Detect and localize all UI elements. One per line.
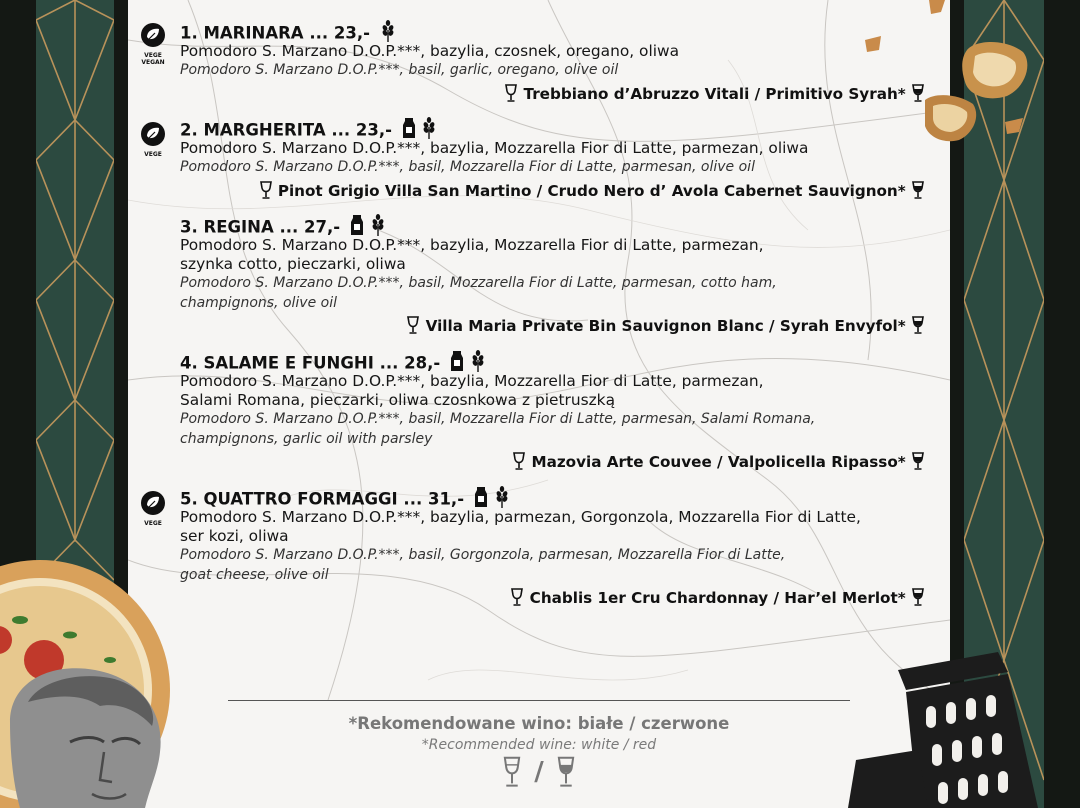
milk-icon <box>350 214 364 236</box>
item-title: 2. MARGHERITA ... 23,- <box>180 120 392 140</box>
wheat-icon <box>470 350 486 372</box>
item-description-pl: Salami Romana, pieczarki, oliwa czosnkowa z pietruszką <box>180 391 616 409</box>
wine-glass-icon <box>911 452 925 470</box>
item-description-en: goat cheese, olive oil <box>180 566 329 583</box>
statue-illustration <box>0 662 175 808</box>
wine-legend <box>128 756 950 788</box>
item-description-en: Pomodoro S. Marzano D.O.P.***, basil, garlic, oregano, olive oil <box>180 62 619 78</box>
wine-glass-icon <box>911 588 925 606</box>
item-title: 5. QUATTRO FORMAGGI ... 31,- <box>180 489 465 509</box>
menu-item <box>180 20 925 105</box>
badge-label: VEGE <box>144 52 162 59</box>
item-title-row <box>180 486 925 508</box>
milk-icon <box>402 117 416 139</box>
menu-item <box>180 214 925 337</box>
item-description-pl: ser kozi, oliwa <box>180 527 289 545</box>
leaf-icon <box>140 490 166 516</box>
wine-glass-icon <box>510 588 524 606</box>
wine-glass-icon <box>911 316 925 334</box>
wine-recommendation <box>180 83 925 105</box>
menu-page <box>128 0 950 808</box>
legend-separator: / <box>534 757 544 787</box>
wine-recommendation <box>180 180 925 202</box>
wine-glass-icon <box>504 84 518 102</box>
item-description-pl: Pomodoro S. Marzano D.O.P.***, bazylia, Mozzarella Fior di Latte, parmezan, <box>180 372 764 390</box>
item-description-en: Pomodoro S. Marzano D.O.P.***, basil, Gorgonzola, parmesan, Mozzarella Fior di Latte, <box>180 547 786 563</box>
wine-recommendation <box>180 587 925 609</box>
menu-item <box>180 350 925 473</box>
item-description-en: Pomodoro S. Marzano D.O.P.***, basil, Mozzarella Fior di Latte, parmesan, cotto ham, <box>180 275 777 291</box>
wine-text: Trebbiano d’Abruzzo Vitali / Primitivo Syrah* <box>523 84 906 103</box>
wheat-icon <box>421 117 437 139</box>
bread-crumbs-illustration <box>855 0 1035 150</box>
vegan-badge <box>138 22 168 66</box>
wine-glass-icon <box>406 316 420 334</box>
recommended-wine-note-en: *Recommended wine: white / red <box>421 737 657 753</box>
vege-badge <box>138 121 168 158</box>
footer-divider <box>228 700 850 701</box>
wine-recommendation <box>180 451 925 473</box>
item-description-en: champignons, garlic oil with parsley <box>180 430 433 447</box>
item-title-row <box>180 350 925 372</box>
wine-text: Chablis 1er Cru Chardonnay / Har’el Merlot* <box>529 589 906 607</box>
wine-glass-icon <box>259 181 273 199</box>
item-description-pl: Pomodoro S. Marzano D.O.P.***, bazylia, czosnek, oregano, oliwa <box>180 42 680 60</box>
tower-illustration <box>848 640 1053 808</box>
menu-item <box>180 117 925 202</box>
milk-icon <box>474 486 488 508</box>
item-description-en: Pomodoro S. Marzano D.O.P.***, basil, Mozzarella Fior di Latte, parmesan, olive oil <box>180 159 755 175</box>
item-description-en: Pomodoro S. Marzano D.O.P.***, basil, Mozzarella Fior di Latte, parmesan, Salami Romana, <box>180 411 816 427</box>
badge-label: VEGE <box>144 520 162 527</box>
milk-icon <box>450 350 464 372</box>
item-title-row <box>180 20 925 42</box>
item-title: 1. MARINARA ... 23,- <box>180 23 370 43</box>
wine-recommendation <box>180 315 925 337</box>
item-description-pl: Pomodoro S. Marzano D.O.P.***, bazylia, Mozzarella Fior di Latte, parmezan, <box>180 236 764 254</box>
vege-badge <box>138 490 168 527</box>
item-description-pl: szynka cotto, pieczarki, oliwa <box>180 255 406 273</box>
white-wine-glass-icon <box>502 756 522 788</box>
leaf-icon <box>140 22 166 48</box>
item-title: 3. REGINA ... 27,- <box>180 217 341 237</box>
leaf-icon <box>140 121 166 147</box>
item-description-pl: Pomodoro S. Marzano D.O.P.***, bazylia, parmezan, Gorgonzola, Mozzarella Fior di Latte, <box>180 508 861 526</box>
item-description-en: champignons, olive oil <box>180 294 337 311</box>
wheat-icon <box>380 20 396 42</box>
menu-item <box>180 486 925 609</box>
wheat-icon <box>370 214 386 236</box>
red-wine-glass-icon <box>556 756 576 788</box>
wine-text: Villa Maria Private Bin Sauvignon Blanc / Syrah Envyfol* <box>425 317 906 335</box>
item-title: 4. SALAME E FUNGHI ... 28,- <box>180 353 441 373</box>
item-title-row <box>180 214 925 236</box>
item-description-pl: Pomodoro S. Marzano D.O.P.***, bazylia, Mozzarella Fior di Latte, parmezan, oliwa <box>180 139 809 157</box>
item-title-row <box>180 117 925 139</box>
wine-glass-icon <box>512 452 526 470</box>
wheat-icon <box>494 486 510 508</box>
recommended-wine-note-pl: *Rekomendowane wino: białe / czerwone <box>348 714 730 733</box>
wine-text: Mazovia Arte Couvee / Valpolicella Ripasso* <box>531 453 906 471</box>
badge-label-vegan: VEGAN <box>141 59 165 66</box>
wine-text: Pinot Grigio Villa San Martino / Crudo Nero d’ Avola Cabernet Sauvignon* <box>277 181 906 200</box>
wine-glass-icon <box>911 181 925 199</box>
badge-label: VEGE <box>144 151 162 158</box>
